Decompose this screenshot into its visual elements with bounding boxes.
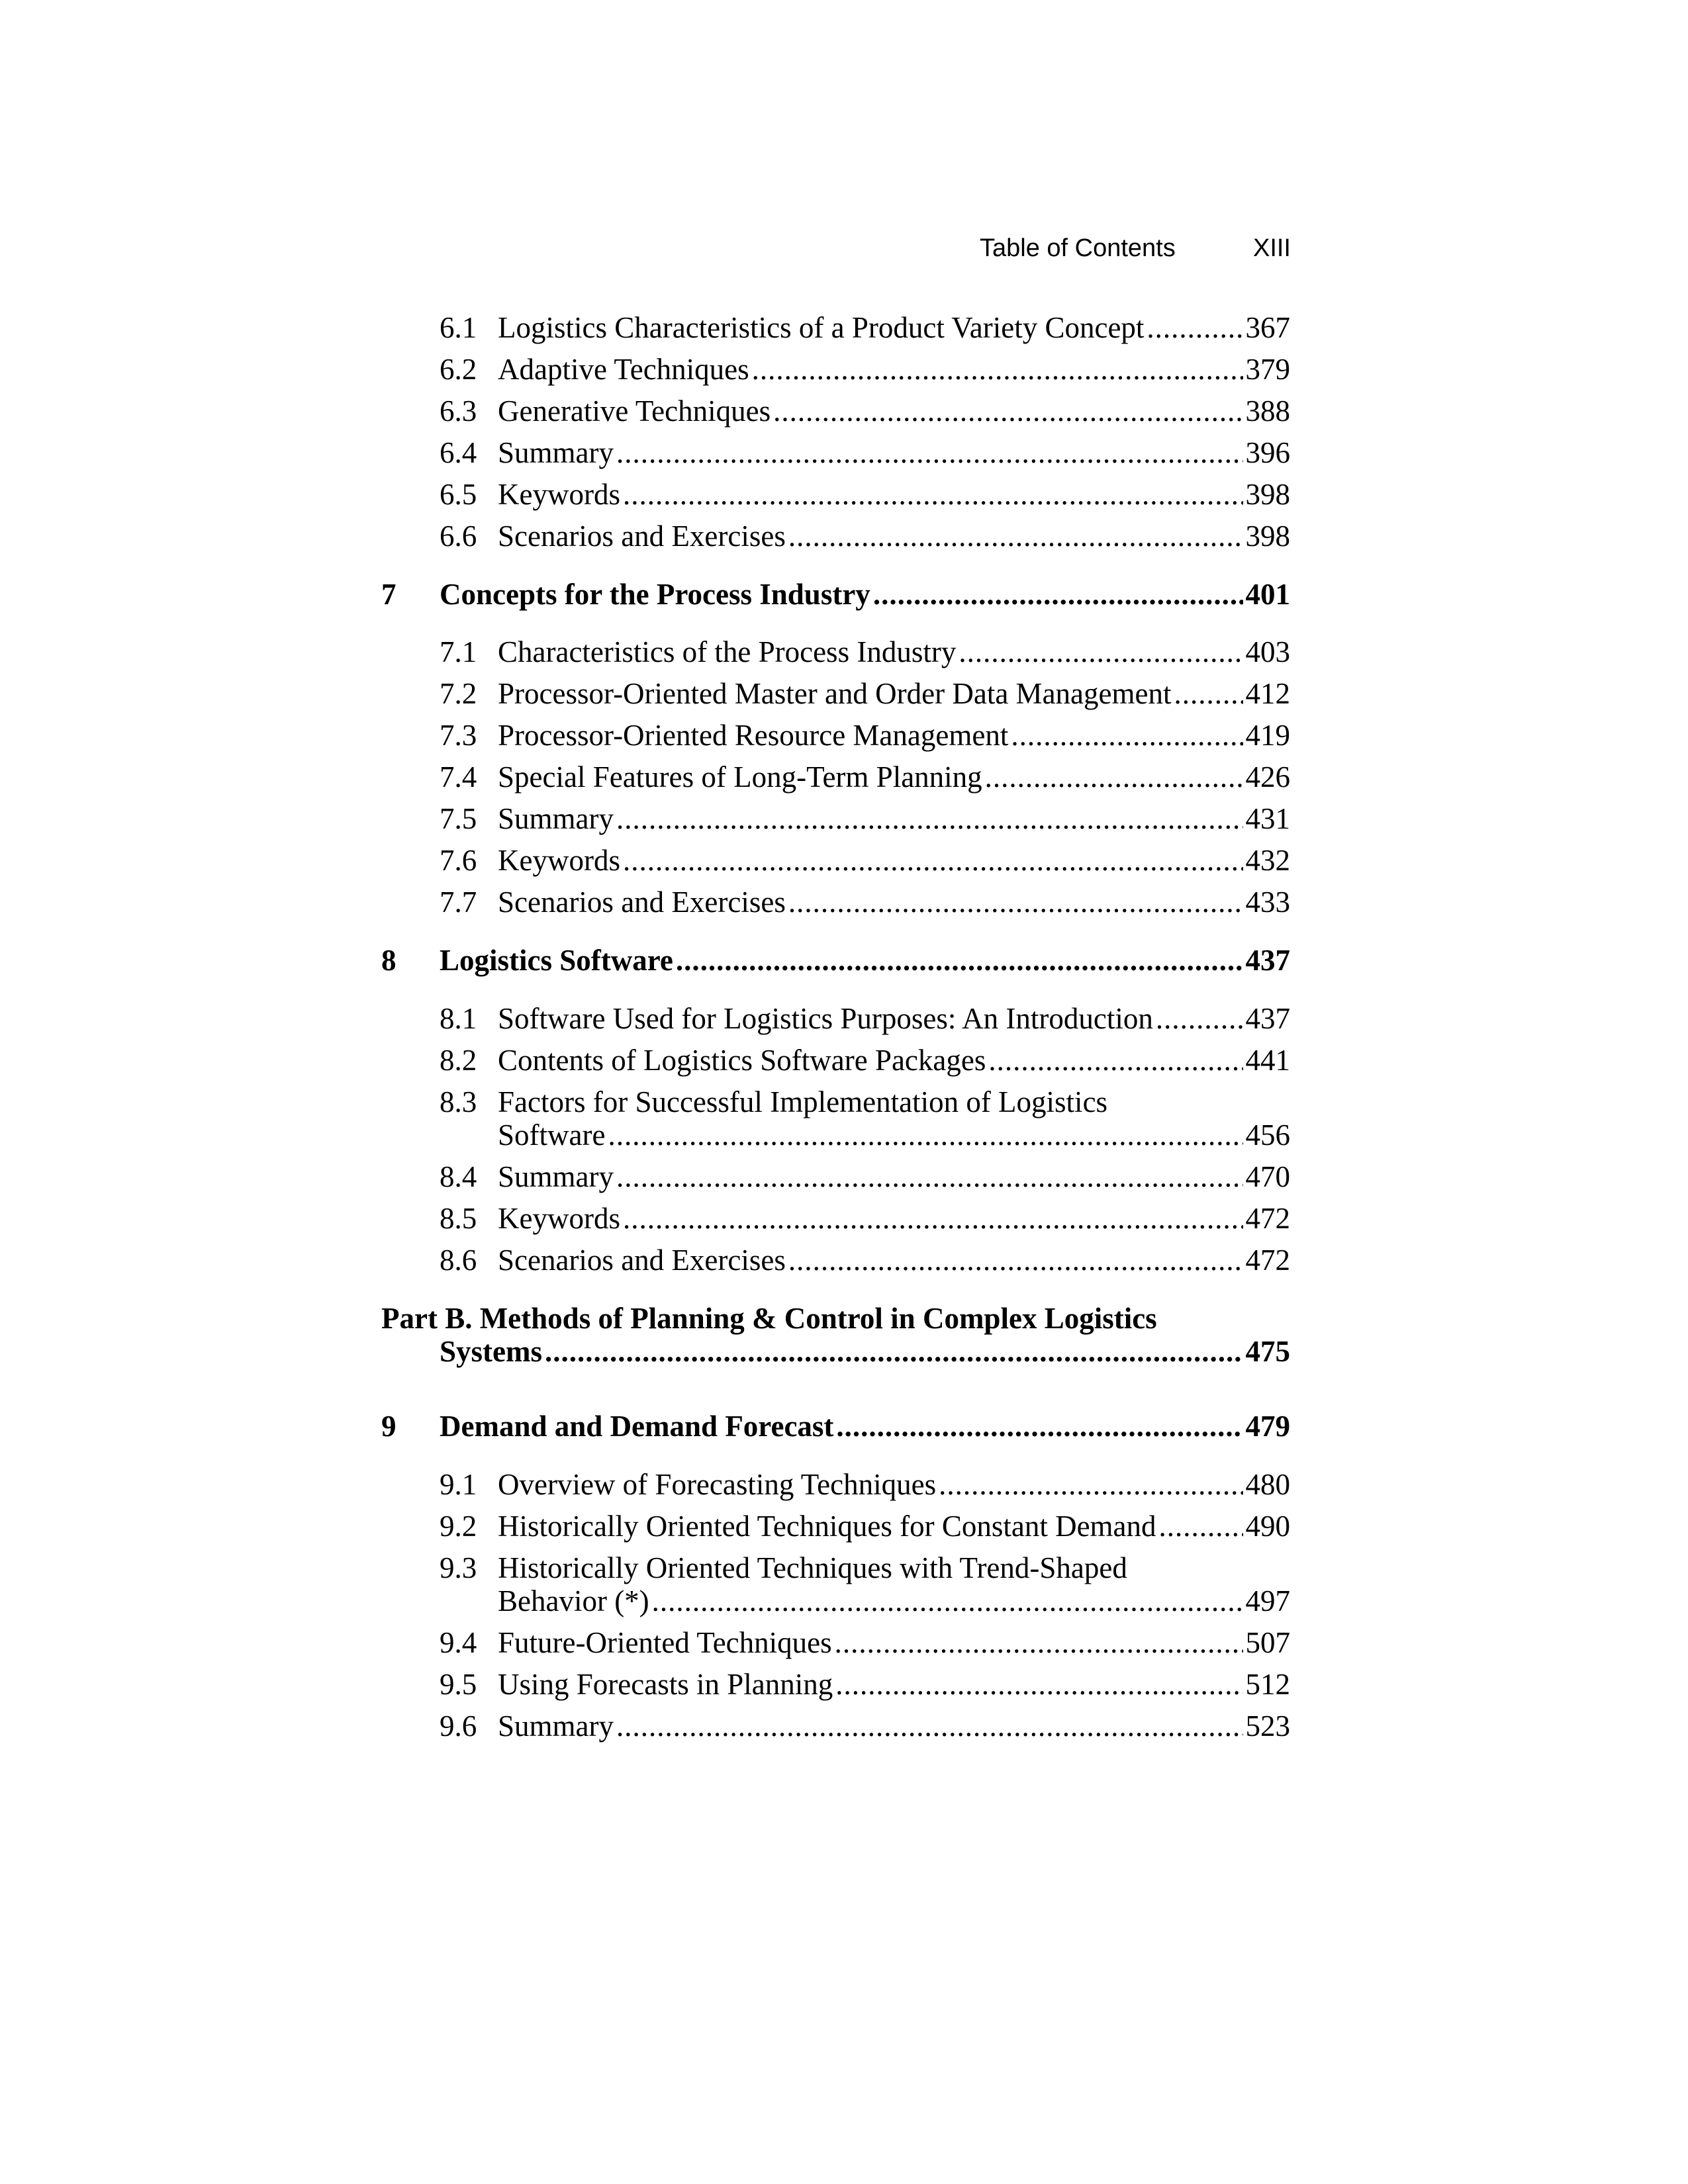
- toc-entry-8-2[interactable]: [440, 1044, 1290, 1077]
- chapter-title: Concepts for the Process Industry: [440, 578, 870, 611]
- section-title: Factors for Successful Implementation of Logistics: [498, 1085, 1108, 1118]
- section-page-number: 396: [1245, 436, 1290, 469]
- section-title-continued: Behavior (*): [498, 1584, 649, 1617]
- section-title: Keywords: [498, 478, 620, 511]
- section-page-number: 433: [1245, 886, 1290, 919]
- toc-entry-6-5[interactable]: [440, 478, 1290, 511]
- section-page-number: 472: [1245, 1244, 1290, 1277]
- section-page-number: 403: [1245, 635, 1290, 668]
- section-title: Scenarios and Exercises: [498, 886, 786, 919]
- section-title: Adaptive Techniques: [498, 353, 749, 386]
- toc-entry-9-6[interactable]: [440, 1709, 1290, 1743]
- section-number: 6.6: [440, 520, 477, 553]
- section-page-number: 497: [1245, 1584, 1290, 1617]
- dot-leader: [616, 1160, 1243, 1193]
- dot-leader: [623, 478, 1243, 511]
- section-title-continued: Software: [498, 1118, 606, 1152]
- section-title: Keywords: [498, 1202, 620, 1235]
- section-page-number: 470: [1245, 1160, 1290, 1193]
- section-title: Historically Oriented Techniques with Trend-Shaped: [498, 1551, 1127, 1584]
- toc-entry-8-3-continued[interactable]: [498, 1118, 1290, 1152]
- section-number: 7.4: [440, 760, 477, 794]
- dot-leader: [788, 520, 1243, 553]
- toc-entry-7-1[interactable]: [440, 635, 1290, 668]
- toc-entry-6-6[interactable]: [440, 520, 1290, 553]
- section-number: 8.2: [440, 1044, 477, 1077]
- section-page-number: 480: [1245, 1468, 1290, 1501]
- section-page-number: 432: [1245, 844, 1290, 877]
- dot-leader: [545, 1335, 1243, 1368]
- dot-leader: [623, 1202, 1243, 1235]
- chapter-page-number: 401: [1245, 578, 1290, 611]
- section-number: 6.2: [440, 353, 477, 386]
- chapter-page-number: 479: [1245, 1410, 1290, 1443]
- toc-entry-7-3[interactable]: [440, 719, 1290, 752]
- dot-leader: [835, 1626, 1243, 1659]
- section-title: Processor-Oriented Master and Order Data Management: [498, 677, 1172, 710]
- section-number: 6.5: [440, 478, 477, 511]
- toc-entry-9-3[interactable]: [440, 1551, 1290, 1584]
- section-number: 8.1: [440, 1002, 477, 1035]
- dot-leader: [788, 886, 1243, 919]
- toc-entry-9-2[interactable]: [440, 1510, 1290, 1543]
- section-page-number: 437: [1245, 1002, 1290, 1035]
- dot-leader: [1159, 1510, 1243, 1543]
- section-title: Characteristics of the Process Industry: [498, 635, 957, 668]
- dot-leader: [616, 1709, 1243, 1743]
- section-page-number: 472: [1245, 1202, 1290, 1235]
- section-title: Keywords: [498, 844, 620, 877]
- section-number: 9.2: [440, 1510, 477, 1543]
- section-page-number: 388: [1245, 394, 1290, 428]
- section-number: 7.7: [440, 886, 477, 919]
- dot-leader: [985, 760, 1243, 794]
- section-title: Logistics Characteristics of a Product Variety Concept: [498, 311, 1145, 344]
- section-page-number: 456: [1245, 1118, 1290, 1152]
- toc-chapter-8[interactable]: [381, 944, 1290, 977]
- chapter-number: 8: [381, 944, 397, 977]
- toc-entry-6-4[interactable]: [440, 436, 1290, 469]
- chapter-page-number: 437: [1245, 944, 1290, 977]
- running-head: [980, 232, 1297, 265]
- dot-leader: [939, 1468, 1243, 1501]
- dot-leader: [1174, 677, 1243, 710]
- toc-entry-6-2[interactable]: [440, 353, 1290, 386]
- section-title: Using Forecasts in Planning: [498, 1668, 833, 1701]
- section-number: 9.1: [440, 1468, 477, 1501]
- section-number: 7.3: [440, 719, 477, 752]
- chapter-title: Logistics Software: [440, 944, 673, 977]
- section-page-number: 379: [1245, 353, 1290, 386]
- toc-entry-9-4[interactable]: [440, 1626, 1290, 1659]
- section-number: 6.4: [440, 436, 477, 469]
- section-page-number: 419: [1245, 719, 1290, 752]
- section-title: Summary: [498, 802, 614, 835]
- section-title: Special Features of Long-Term Planning: [498, 760, 982, 794]
- dot-leader: [835, 1668, 1243, 1701]
- dot-leader: [623, 844, 1243, 877]
- dot-leader: [988, 1044, 1243, 1077]
- section-page-number: 398: [1245, 520, 1290, 553]
- toc-entry-9-1[interactable]: [440, 1468, 1290, 1501]
- toc-entry-9-5[interactable]: [440, 1668, 1290, 1701]
- dot-leader: [1011, 719, 1243, 752]
- section-title: Generative Techniques: [498, 394, 771, 428]
- chapter-title: Demand and Demand Forecast: [440, 1410, 834, 1443]
- chapter-number: 9: [381, 1410, 397, 1443]
- toc-entry-7-2[interactable]: [440, 677, 1290, 710]
- toc-entry-9-3-continued[interactable]: [498, 1584, 1290, 1617]
- toc-part-b-continued[interactable]: [440, 1335, 1290, 1368]
- section-page-number: 512: [1245, 1668, 1290, 1701]
- toc-entry-8-6[interactable]: [440, 1244, 1290, 1277]
- toc-entry-7-6[interactable]: [440, 844, 1290, 877]
- section-title: Processor-Oriented Resource Management: [498, 719, 1009, 752]
- running-head-title: Table of Contents: [980, 234, 1176, 262]
- section-title: Summary: [498, 1709, 614, 1743]
- dot-leader: [1147, 311, 1243, 344]
- toc-entry-7-4[interactable]: [440, 760, 1290, 794]
- dot-leader: [752, 353, 1243, 386]
- dot-leader: [773, 394, 1243, 428]
- dot-leader: [616, 802, 1243, 835]
- section-page-number: 431: [1245, 802, 1290, 835]
- dot-leader: [616, 436, 1243, 469]
- part-page-number: 475: [1245, 1335, 1290, 1368]
- section-page-number: 367: [1245, 311, 1290, 344]
- toc-entry-7-5[interactable]: [440, 802, 1290, 835]
- section-page-number: 523: [1245, 1709, 1290, 1743]
- section-number: 7.6: [440, 844, 477, 877]
- section-page-number: 398: [1245, 478, 1290, 511]
- section-title: Historically Oriented Techniques for Constant Demand: [498, 1510, 1156, 1543]
- toc-entry-8-5[interactable]: [440, 1202, 1290, 1235]
- dot-leader: [652, 1584, 1243, 1617]
- dot-leader: [608, 1118, 1243, 1152]
- section-title: Scenarios and Exercises: [498, 520, 786, 553]
- section-title: Scenarios and Exercises: [498, 1244, 786, 1277]
- section-title: Software Used for Logistics Purposes: An Introduction: [498, 1002, 1153, 1035]
- section-title: Overview of Forecasting Techniques: [498, 1468, 937, 1501]
- toc-chapter-9[interactable]: [381, 1410, 1290, 1443]
- section-number: 6.3: [440, 394, 477, 428]
- section-title: Summary: [498, 1160, 614, 1193]
- section-title: Summary: [498, 436, 614, 469]
- chapter-number: 7: [381, 578, 397, 611]
- section-number: 7.1: [440, 635, 477, 668]
- toc-part-b[interactable]: [381, 1302, 1290, 1335]
- section-page-number: 412: [1245, 677, 1290, 710]
- toc-entry-6-3[interactable]: [440, 394, 1290, 428]
- section-number: 9.5: [440, 1668, 477, 1701]
- toc-entry-6-1[interactable]: [440, 311, 1290, 344]
- running-head-page-number: XIII: [1252, 234, 1291, 262]
- section-number: 9.4: [440, 1626, 477, 1659]
- dot-leader: [959, 635, 1243, 668]
- section-page-number: 441: [1245, 1044, 1290, 1077]
- section-number: 9.6: [440, 1709, 477, 1743]
- section-title: Future-Oriented Techniques: [498, 1626, 832, 1659]
- dot-leader: [873, 578, 1243, 611]
- section-number: 8.5: [440, 1202, 477, 1235]
- section-number: 7.5: [440, 802, 477, 835]
- section-title: Contents of Logistics Software Packages: [498, 1044, 986, 1077]
- section-number: 8.3: [440, 1085, 477, 1118]
- dot-leader: [836, 1410, 1243, 1443]
- dot-leader: [1156, 1002, 1243, 1035]
- section-page-number: 507: [1245, 1626, 1290, 1659]
- toc-chapter-7[interactable]: [381, 578, 1290, 611]
- part-title: Part B. Methods of Planning & Control in Complex Logistics: [381, 1302, 1157, 1335]
- toc-entry-8-4[interactable]: [440, 1160, 1290, 1193]
- dot-leader: [788, 1244, 1243, 1277]
- section-number: 7.2: [440, 677, 477, 710]
- section-number: 6.1: [440, 311, 477, 344]
- section-number: 8.6: [440, 1244, 477, 1277]
- toc-entry-8-1[interactable]: [440, 1002, 1290, 1035]
- section-number: 8.4: [440, 1160, 477, 1193]
- section-number: 9.3: [440, 1551, 477, 1584]
- toc-entry-8-3[interactable]: [440, 1085, 1290, 1118]
- section-page-number: 426: [1245, 760, 1290, 794]
- part-title-continued: Systems: [440, 1335, 542, 1368]
- toc-entry-7-7[interactable]: [440, 886, 1290, 919]
- section-page-number: 490: [1245, 1510, 1290, 1543]
- dot-leader: [676, 944, 1243, 977]
